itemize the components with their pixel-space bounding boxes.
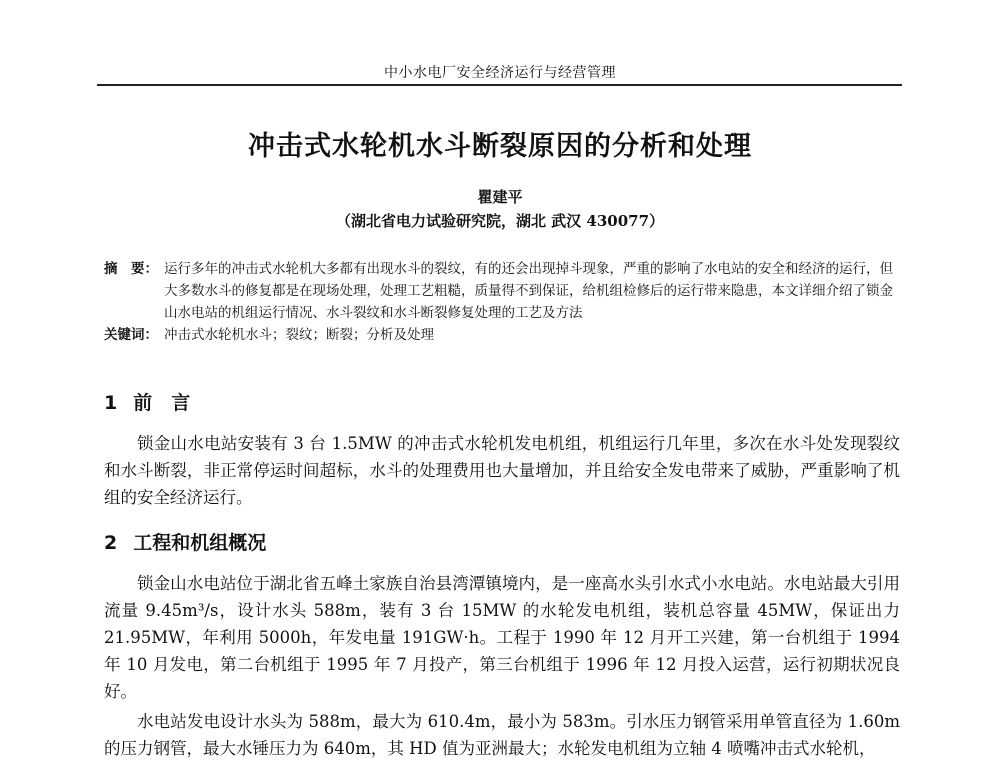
section-heading-preface [104,388,190,415]
paragraph: 锁金山水电站安装有 3 台 1.5MW 的冲击式水轮机发电机组，机组运行几年里，多次在水斗处发现裂纹和水斗断裂，非正常停运时间超标，水斗的处理费用也大量增加，并且给安全发电带来了威胁，严重影响了机组的安全经济运行。 [104,434,900,507]
abstract-block [104,258,904,346]
paragraph: 锁金山水电站位于湖北省五峰土家族自治县湾潭镇境内，是一座高水头引水式小水电站。水电站最大引用流量 9.45m³/s，设计水头 588m，装有 3 台 15MW 的水轮发电机组，装机总容量 45MW，保证出力 21.95MW，年利用 5000h，年发电量 191GW·h。工程于 1990 年 12 月开工兴建，第一台机组于 1994 年 10 月发电，第二台机组于 1995 年 7 月投产，第三台机组于 1996 年 12 月投入运营，运行初期状况良好。 [104,574,900,701]
keywords [104,324,904,346]
author-name: 瞿建平 [477,188,523,206]
running-head: 中小水电厂安全经济运行与经营管理 [384,65,616,81]
section-title: 前 言 [133,392,191,414]
keywords-label: 关键词： [104,327,158,343]
section-number: 2 [104,532,118,554]
abstract-text: 运行多年的冲击式水轮机大多都有出现水斗的裂纹，有的还会出现掉斗现象，严重的影响了水电站的安全和经济的运行，但大多数水斗的修复都是在现场处理，处理工艺粗糙，质量得不到保证，给机组检修后的运行带来隐患，本文详细介绍了锁金山水电站的机组运行情况、水斗裂纹和水斗断裂修复处理的工艺及方法 [164,261,893,321]
abstract [104,258,904,324]
paper-title: 冲击式水轮机水斗断裂原因的分析和处理 [248,131,752,162]
section-title: 工程和机组概况 [133,532,267,554]
section-number: 1 [104,392,118,414]
section-heading-overview [104,528,266,555]
paragraph: 水电站发电设计水头为 588m，最大为 610.4m，最小为 583m。引水压力钢管采用单管直径为 1.60m 的压力钢管，最大水锤压力为 640m，其 HD 值为亚洲最大；水轮发电机组为立轴 4 喷嘴冲击式水轮机， [104,712,900,758]
author-affiliation: （湖北省电力试验研究院，湖北 武汉 430077） [335,212,665,230]
keywords-text: 冲击式水轮机水斗；裂纹；断裂；分析及处理 [164,327,434,343]
abstract-label: 摘 要： [104,261,158,277]
header-rule [97,84,902,86]
